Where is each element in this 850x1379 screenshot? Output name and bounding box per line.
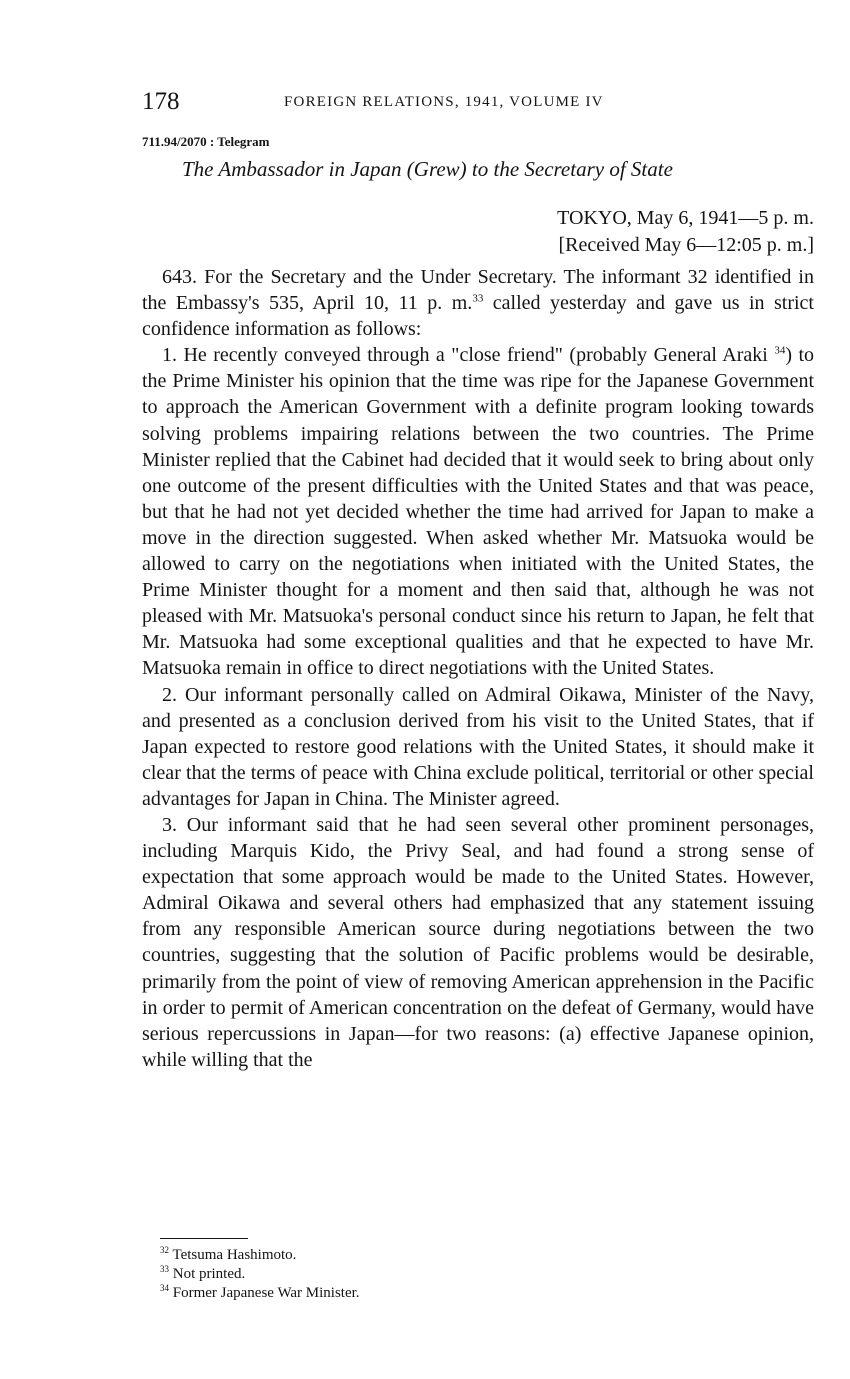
document-title: The Ambassador in Japan (Grew) to the Secretary of State bbox=[182, 157, 673, 181]
footnote-mark: 34 bbox=[160, 1283, 169, 1293]
footnote bbox=[160, 1246, 360, 1265]
footnote bbox=[160, 1265, 360, 1284]
body-paragraph: 1. He recently conveyed through a "close friend" (probably General Araki $^{34}$) to the Prime Minister his opinion that the time was ripe for the Japanese Government to approach the American Government with a definite program looking towards solving problems impairing relations between the two countries. The Prime Minister replied that the Cabinet had decided that it would seek to bring about only one outcome of the present difficulties with the United States and that was peace, but that he had not yet decided whether the time had arrived for Japan to make a move in the direction suggested. When asked whether Mr. Matsuoka would be allowed to carry on the negotiations when initiated with the United States, the Prime Minister thought for a moment and then said that, although he was not pleased with Mr. Matsuoka's personal conduct since his return to Japan, he felt that Mr. Matsuoka had some exceptional qualities and that he expected to have Mr. Matsuoka remain in office to direct negotiations with the United States. bbox=[142, 344, 815, 680]
footnote-text: Not printed. bbox=[172, 1266, 246, 1282]
running-head: FOREIGN RELATIONS, 1941, VOLUME IV bbox=[284, 94, 604, 110]
footnote-rule bbox=[160, 1238, 248, 1239]
body-paragraph: 3. Our informant said that he had seen several other prominent personages, including Marquis Kido, the Privy Seal, and had found a strong sense of expectation that some approach would be made to the United States. However, Admiral Oikawa and several others had emphasized that any statement issuing from any responsible American source during negotiations between the two countries, suggesting that the solution of Pacific problems would be desirable, primarily from the point of view of removing American apprehension in the Pacific in order to permit of American concentration on the defeat of Germany, would have serious repercussions in Japan—for two reasons: (a) effective Japanese opinion, while willing that the bbox=[142, 813, 814, 1071]
footnote bbox=[160, 1284, 360, 1303]
footnote-reference: 33 bbox=[472, 292, 484, 305]
page-number: 178 bbox=[142, 88, 180, 115]
footnote-mark: 33 bbox=[160, 1264, 169, 1274]
dateline-place-date: TOKYO, May 6, 1941—5 p. m. bbox=[557, 207, 814, 229]
body-paragraph: 2. Our informant personally called on Admiral Oikawa, Minister of the Navy, and presented as a conclusion derived from his visit to the United States, that if Japan expected to restore good relations with the United States, it should make it clear that the terms of peace with China exclude political, territorial or other special advantages for Japan in China. The Minister agreed. bbox=[142, 683, 814, 810]
dateline-received: [Received May 6—12:05 p. m.] bbox=[558, 234, 814, 256]
file-number: 711.94/2070 : Telegram bbox=[142, 134, 270, 149]
page-header bbox=[142, 88, 814, 118]
footnote-text: Tetsuma Hashimoto. bbox=[172, 1247, 297, 1263]
footnotes bbox=[160, 1246, 360, 1303]
footnote-mark: 32 bbox=[160, 1245, 169, 1255]
footnote-reference: 34 bbox=[774, 344, 786, 357]
telegram-body bbox=[142, 264, 814, 1073]
footnote-text: Former Japanese War Minister. bbox=[172, 1285, 360, 1301]
body-paragraph: 643. For the Secretary and the Under Secretary. The informant 32 identified in the Embassy's 535, April 10, 11 p. m.$^{33}$ called yesterday and gave us in strict confidence information as follows: bbox=[142, 266, 814, 341]
